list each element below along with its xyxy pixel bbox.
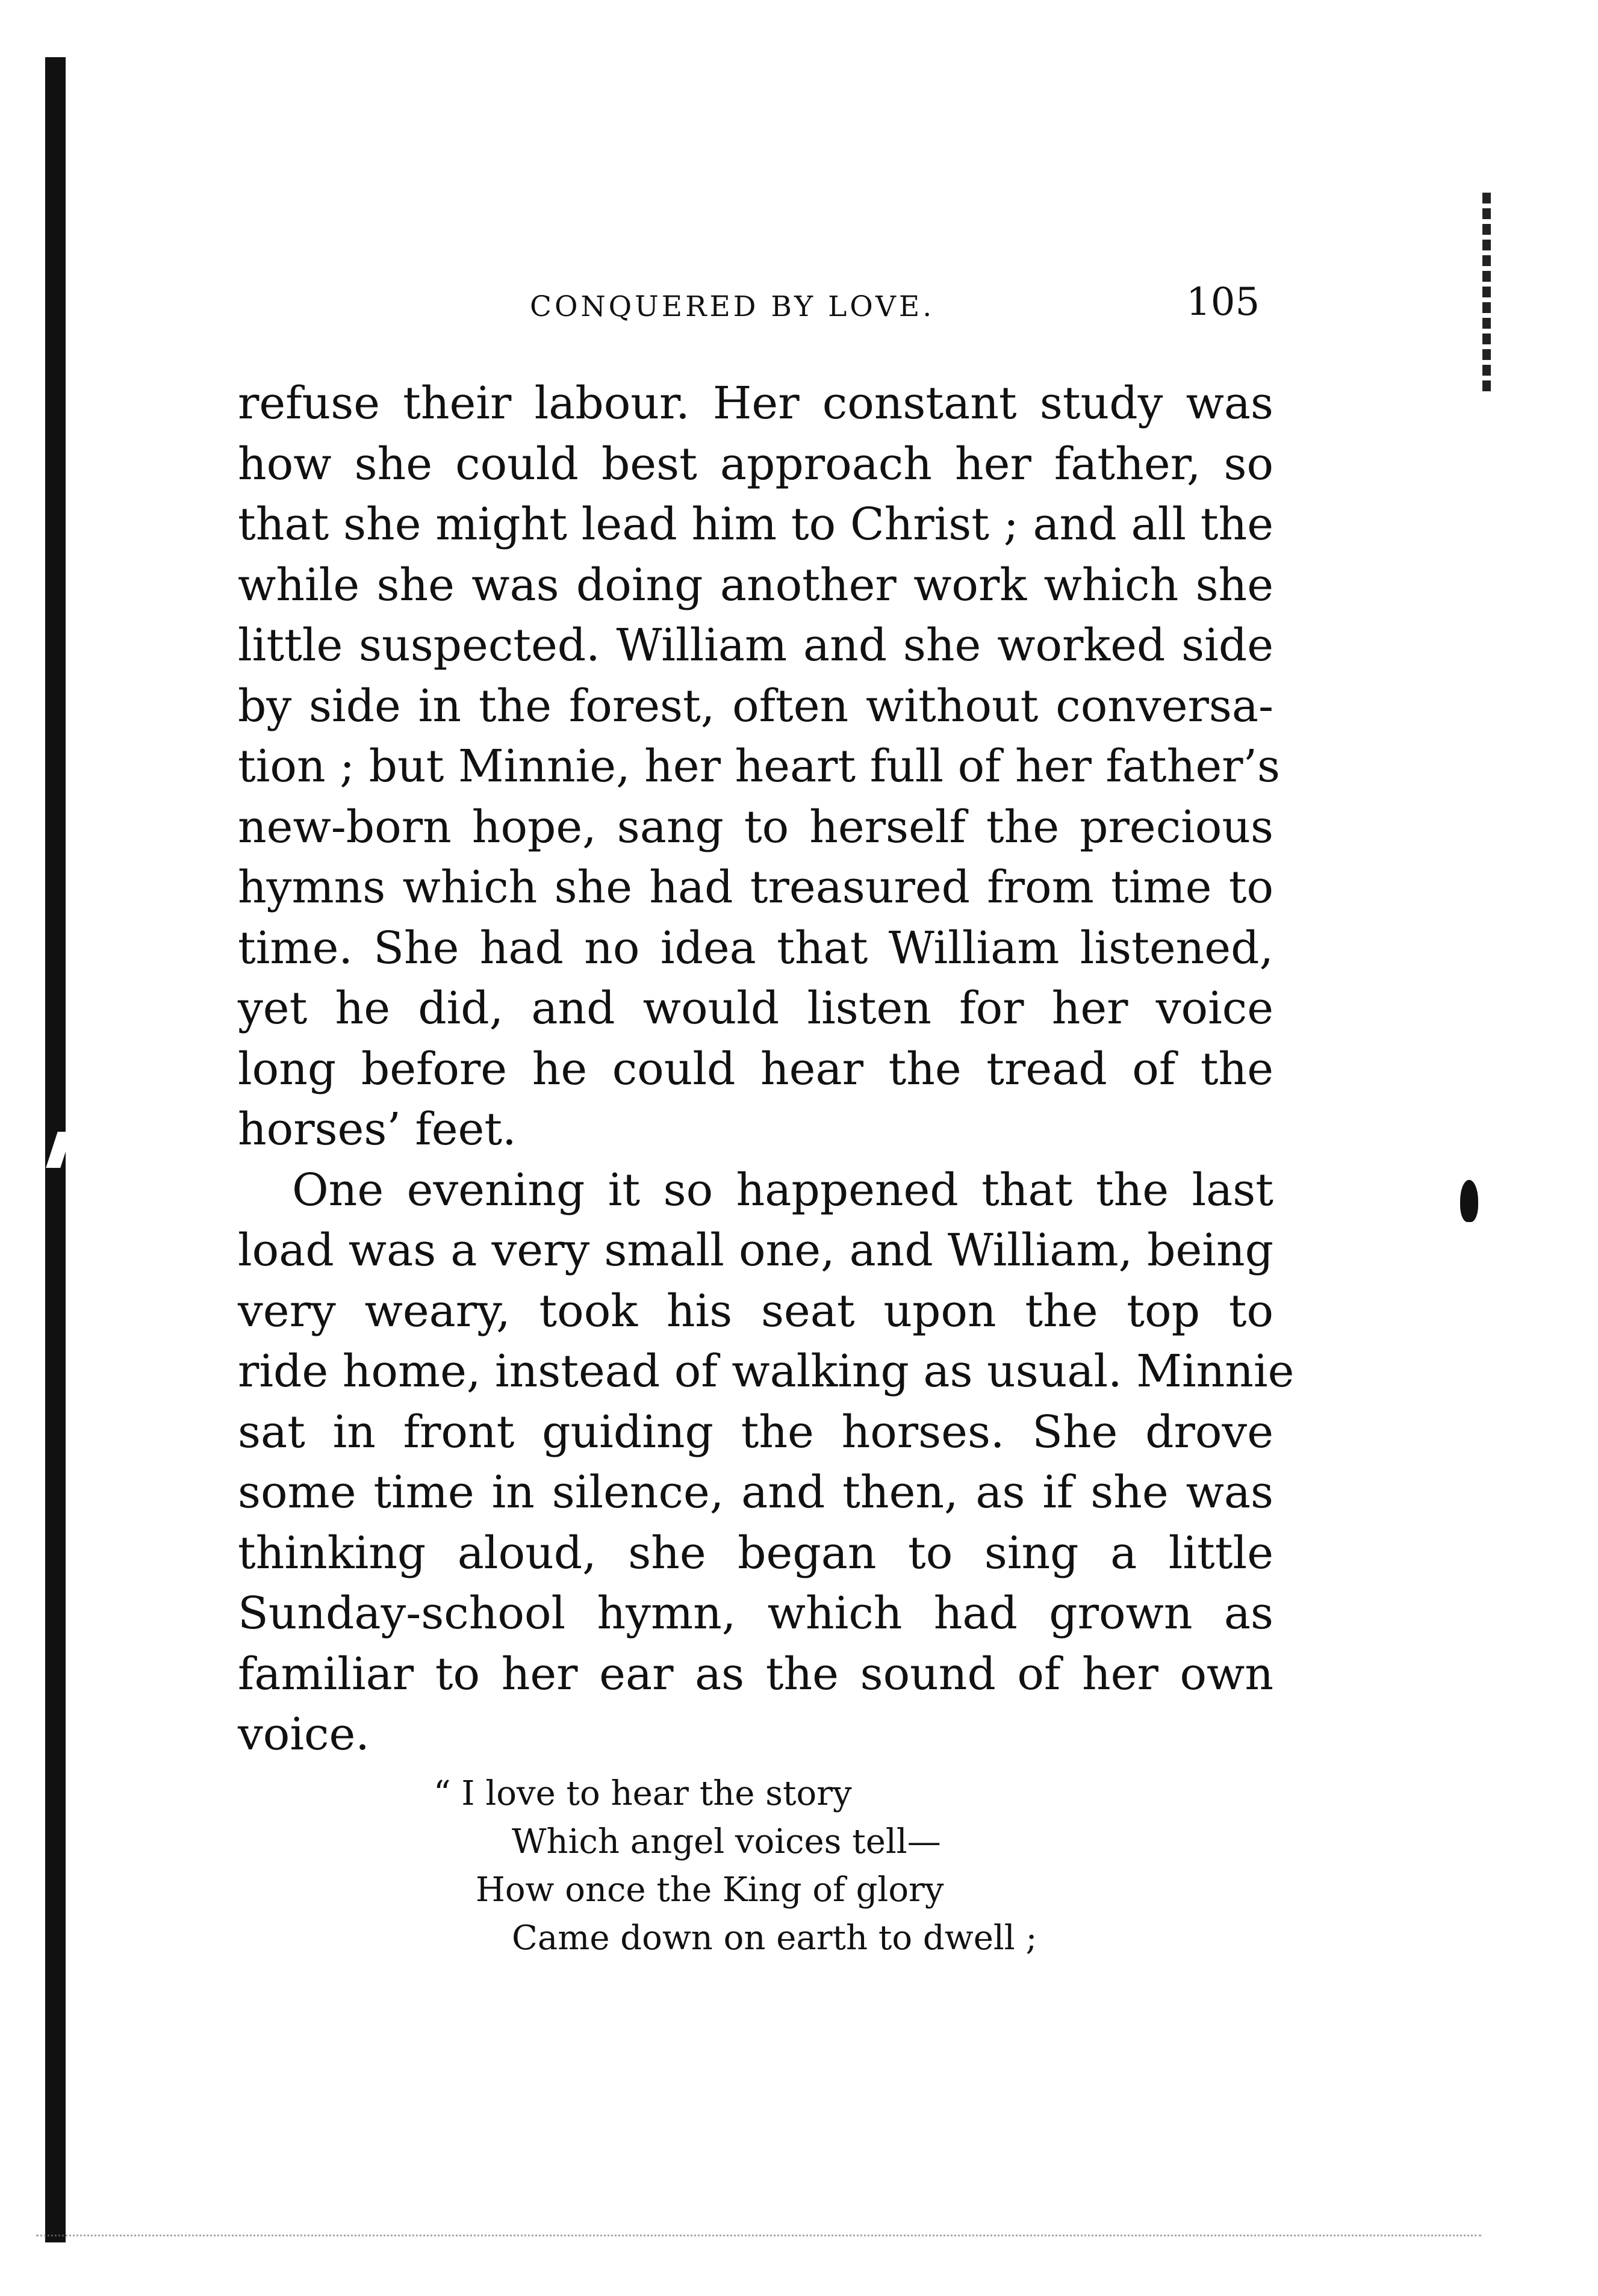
text-line: tion ; but Minnie, her heart full of her father’s <box>238 740 1280 792</box>
scan-bottom-noise <box>36 2235 1481 2260</box>
verse-line: Which angel voices tell— <box>512 1822 941 1861</box>
text-line: some time in silence, and then, as if she was <box>238 1466 1273 1518</box>
running-head-title: CONQUERED BY LOVE. <box>530 290 935 323</box>
text-line: horses’ feet. <box>238 1103 517 1155</box>
page-number: 105 <box>1186 280 1260 324</box>
body-text <box>238 373 1295 1765</box>
text-line: familiar to her ear as the sound of her own <box>238 1648 1273 1700</box>
text-line: sat in front guiding the horses. She drove <box>238 1406 1273 1458</box>
text-line: Sunday-school hymn, which had grown as <box>238 1587 1273 1639</box>
running-head <box>0 280 1598 331</box>
text-line: long before he could hear the tread of the <box>238 1043 1273 1095</box>
text-line: hymns which she had treasured from time to <box>238 861 1273 913</box>
text-line: yet he did, and would listen for her voice <box>238 982 1273 1034</box>
verse-line: “ I love to hear the story <box>434 1774 852 1813</box>
text-line: load was a very small one, and William, being <box>238 1224 1273 1276</box>
text-line: very weary, took his seat upon the top to <box>238 1285 1273 1337</box>
text-line: thinking aloud, she began to sing a little <box>238 1527 1273 1579</box>
text-line: how she could best approach her father, so <box>238 438 1273 490</box>
verse-line: How once the King of glory <box>476 1870 944 1910</box>
text-line: One evening it so happened that the last <box>292 1164 1273 1216</box>
text-line: time. She had no idea that William listened, <box>238 922 1273 974</box>
text-line: that she might lead him to Christ ; and all the <box>238 498 1273 550</box>
text-line: refuse their labour. Her constant study was <box>238 377 1273 429</box>
text-line: ride home, instead of walking as usual. Minnie <box>238 1345 1295 1397</box>
ink-blot <box>1460 1180 1478 1222</box>
text-line: by side in the forest, often without conversa- <box>238 680 1273 732</box>
text-line: new-born hope, sang to herself the precious <box>238 801 1273 853</box>
text-line: voice. <box>238 1708 370 1760</box>
text-line: little suspected. William and she worked side <box>238 619 1273 671</box>
verse-line: Came down on earth to dwell ; <box>512 1919 1037 1958</box>
text-line: while she was doing another work which she <box>238 559 1273 611</box>
